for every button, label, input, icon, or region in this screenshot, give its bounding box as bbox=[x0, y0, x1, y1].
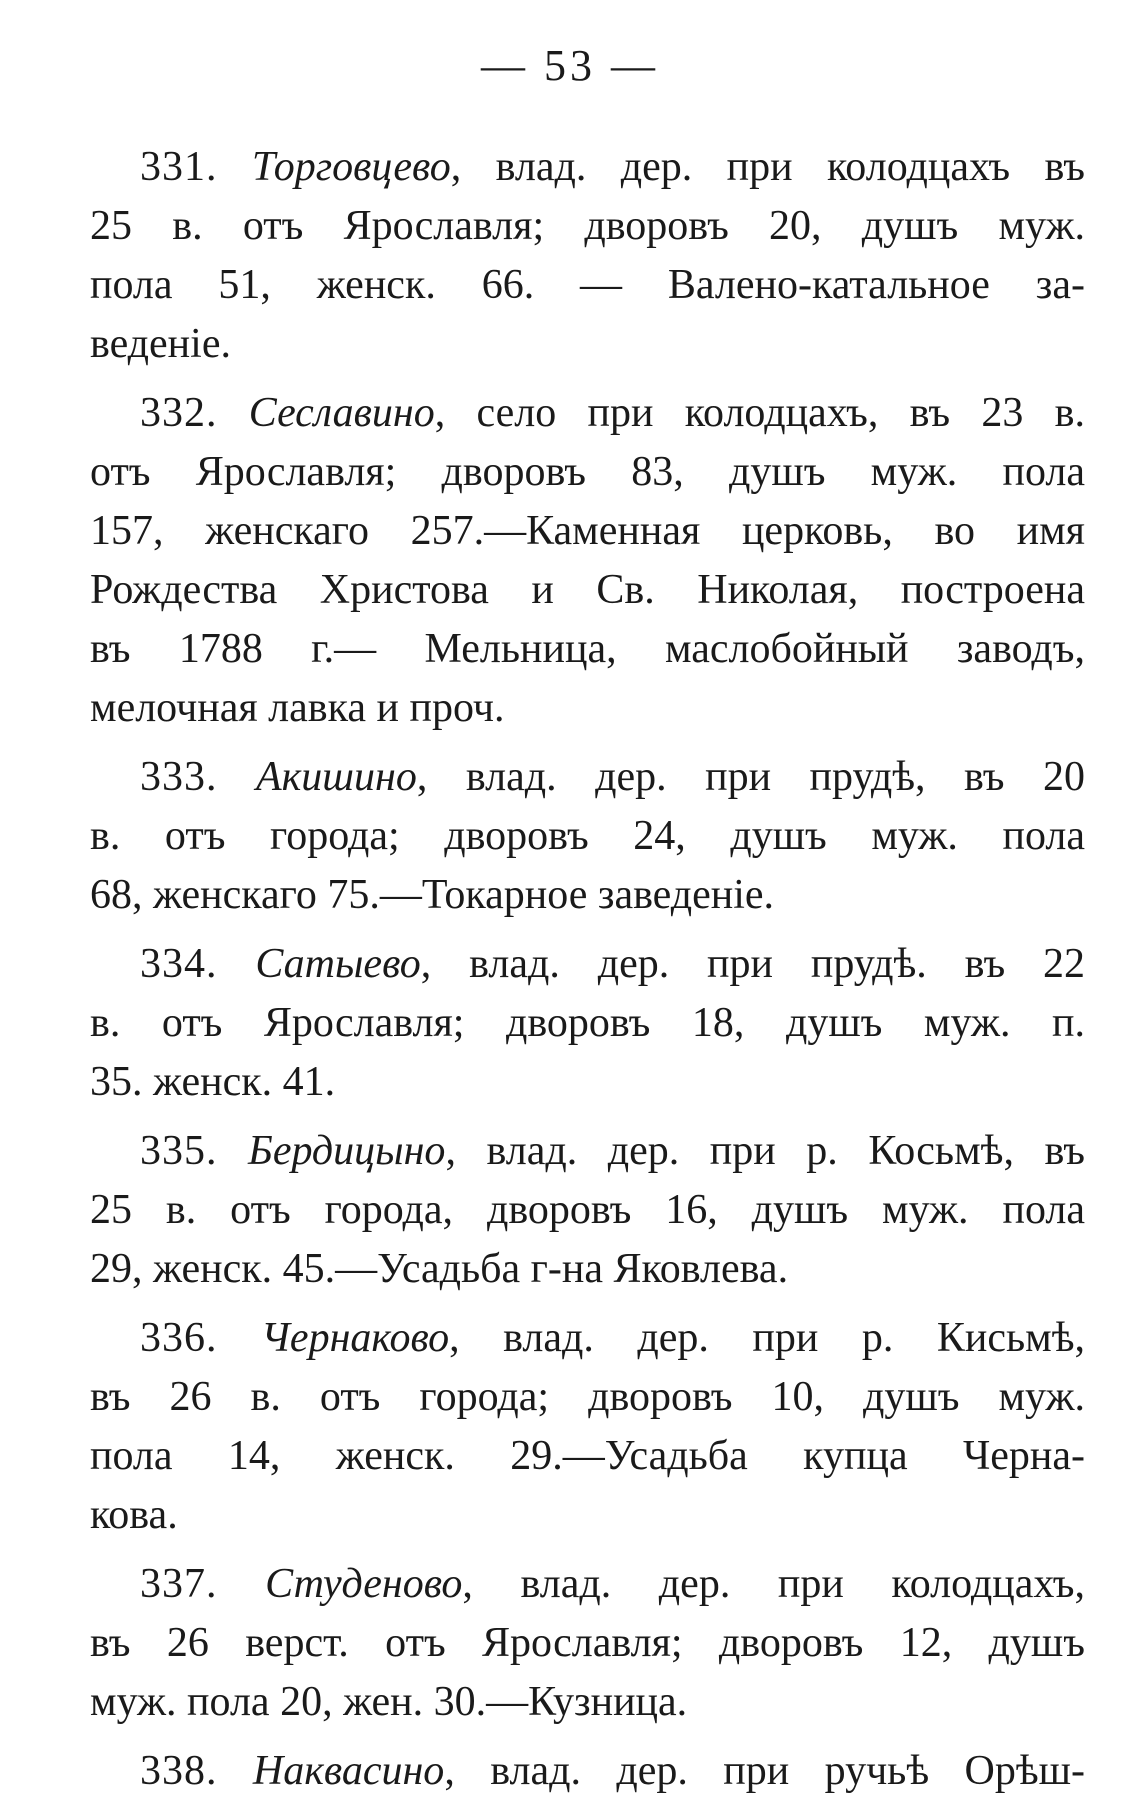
entry-text-line: въ 26 верст. отъ Ярославля; дворовъ 12, душъ bbox=[90, 1620, 1085, 1666]
place-name: Акишино bbox=[256, 754, 417, 800]
entry-text-line: в. отъ города; дворовъ 24, душъ муж. пола bbox=[90, 813, 1085, 859]
entry-text-line: въ 1788 г.— Мельница, маслобойный заводъ, bbox=[90, 626, 1085, 672]
entry-first-line bbox=[90, 384, 1085, 443]
entry-338 bbox=[90, 1742, 1085, 1801]
entry-text-line: 157, женскаго 257.—Каменная церковь, во имя bbox=[90, 508, 1085, 554]
entry-text-line: Рождества Христова и Св. Николая, построена bbox=[90, 567, 1085, 613]
entry-text-line: 68, женскаго 75.—Токарное заведеніе. bbox=[90, 872, 775, 918]
entry-334 bbox=[90, 935, 1085, 1112]
entry-text-line: отъ Ярославля; дворовъ 83, душъ муж. пола bbox=[90, 449, 1085, 495]
entry-337 bbox=[90, 1555, 1085, 1732]
entry-text-line: , влад. дер. при прудѣ, въ 20 bbox=[416, 754, 1085, 800]
entry-336 bbox=[90, 1309, 1085, 1545]
entry-text-line: кова. bbox=[90, 1492, 178, 1538]
place-name: Студеново bbox=[265, 1561, 463, 1607]
place-name: Сеславино bbox=[248, 390, 435, 436]
place-name: Торговцево bbox=[251, 144, 451, 190]
entry-text-line: въ 26 в. отъ города; дворовъ 10, душъ муж. bbox=[90, 1374, 1085, 1420]
entry-text-line: , влад. дер. при р. Косьмѣ, въ bbox=[445, 1128, 1085, 1174]
entry-first-line bbox=[90, 748, 1085, 807]
gazetteer-entries bbox=[90, 138, 1085, 1811]
entry-first-line bbox=[90, 1742, 1085, 1801]
entry-text-line: 35. женск. 41. bbox=[90, 1059, 336, 1105]
entry-text-line: муж. пола 20, жен. 30.—Кузница. bbox=[90, 1679, 688, 1725]
entry-text-line: , влад. дер. при прудѣ. въ 22 bbox=[420, 941, 1086, 987]
entry-first-line bbox=[90, 1555, 1085, 1614]
place-name: Чернаково bbox=[261, 1315, 450, 1361]
entry-text-line: , влад. дер. при колодцахъ, bbox=[462, 1561, 1085, 1607]
entry-332 bbox=[90, 384, 1085, 738]
entry-number: 334. bbox=[140, 941, 218, 987]
place-name: Бердицыно bbox=[248, 1128, 446, 1174]
entry-first-line bbox=[90, 138, 1085, 197]
entry-first-line bbox=[90, 935, 1085, 994]
entry-text-line: , влад. дер. при колодцахъ въ bbox=[450, 144, 1086, 190]
entry-text-line: 29, женск. 45.—Усадьба г-на Яковлева. bbox=[90, 1246, 789, 1292]
place-name: Сатыево bbox=[255, 941, 421, 987]
entry-text-line: 25 в. отъ Ярославля; дворовъ 20, душъ муж. bbox=[90, 203, 1085, 249]
entry-text-line: , влад. дер. при р. Кисьмѣ, bbox=[449, 1315, 1085, 1361]
entry-text-line: веденіе. bbox=[90, 321, 231, 367]
entry-335 bbox=[90, 1122, 1085, 1299]
page-number: — 53 — bbox=[481, 41, 659, 90]
entry-331 bbox=[90, 138, 1085, 374]
entry-text-line: , влад. дер. при ручьѣ Орѣш- bbox=[444, 1748, 1086, 1794]
entry-number: 335. bbox=[140, 1128, 218, 1174]
entry-text-line: пола 51, женск. 66. — Валено-катальное за- bbox=[90, 262, 1085, 308]
entry-text-line: мелочная лавка и проч. bbox=[90, 685, 505, 731]
entry-text-line: , село при колодцахъ, въ 23 в. bbox=[434, 390, 1085, 436]
entry-number: 333. bbox=[140, 754, 218, 800]
entry-first-line bbox=[90, 1309, 1085, 1368]
entry-first-line bbox=[90, 1122, 1085, 1181]
entry-number: 336. bbox=[140, 1315, 218, 1361]
place-name: Наквасино bbox=[252, 1748, 445, 1794]
entry-text-line: в. отъ Ярославля; дворовъ 18, душъ муж. п. bbox=[90, 1000, 1085, 1046]
entry-333 bbox=[90, 748, 1085, 925]
entry-number: 338. bbox=[140, 1748, 218, 1794]
entry-number: 337. bbox=[140, 1561, 218, 1607]
entry-number: 331. bbox=[140, 144, 218, 190]
entry-number: 332. bbox=[140, 390, 218, 436]
entry-text-line: 25 в. отъ города, дворовъ 16, душъ муж. пола bbox=[90, 1187, 1085, 1233]
entry-text-line: пола 14, женск. 29.—Усадьба купца Черна- bbox=[90, 1433, 1085, 1479]
